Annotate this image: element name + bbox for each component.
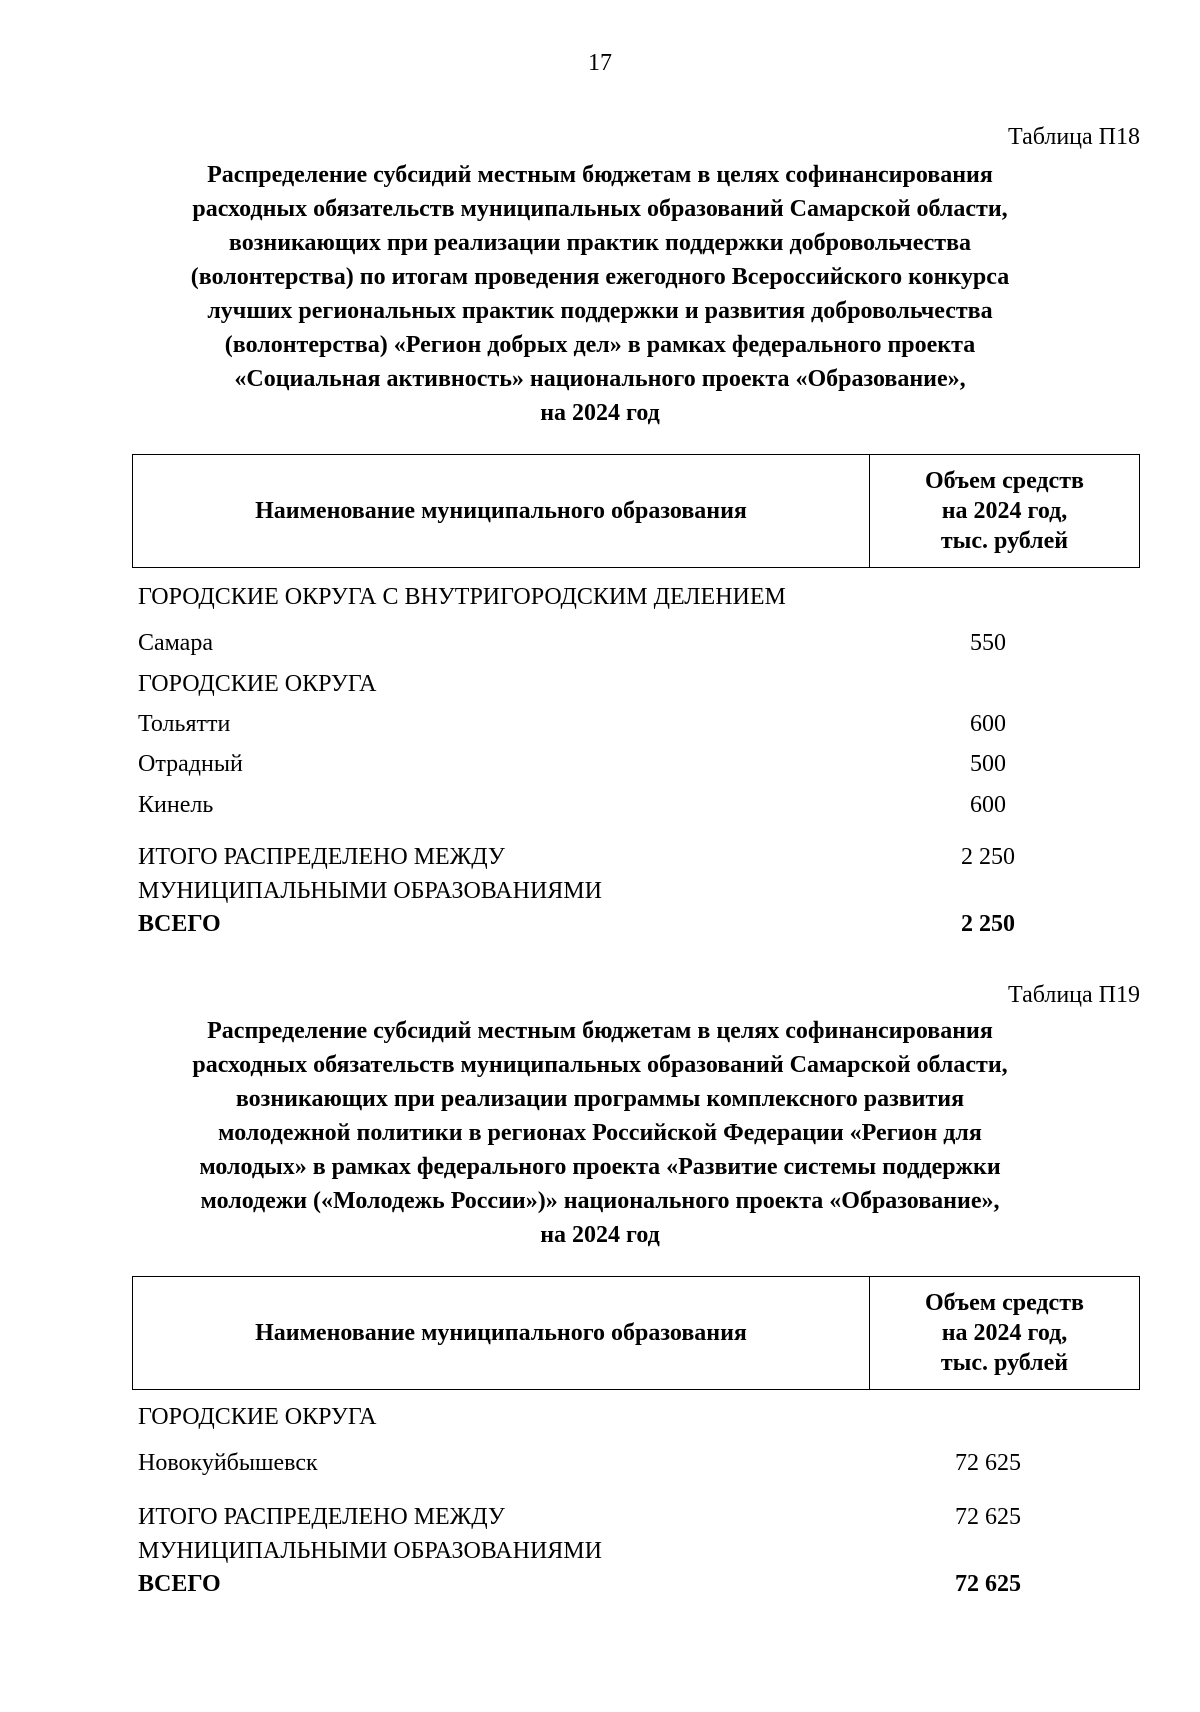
row-value: 600	[970, 792, 1006, 818]
header-municipality: Наименование муниципального образования	[133, 1277, 870, 1389]
header-amount-line: Объем средств	[925, 468, 1084, 494]
header-amount-line: на 2024 год,	[941, 498, 1068, 524]
table-title-p18	[100, 158, 1100, 430]
row-name: Самара	[138, 630, 213, 656]
header-amount-line: тыс. рублей	[940, 528, 1069, 554]
title-line: возникающих при реализации практик поддержки добровольчества	[228, 230, 972, 256]
title-line: (волонтерства) «Регион добрых дел» в рамках федерального проекта	[224, 332, 976, 358]
row-value: 550	[970, 630, 1006, 656]
header-amount-line: тыс. рублей	[940, 1350, 1069, 1376]
table-header-p18	[132, 454, 1140, 568]
row-value: 2 250	[961, 844, 1015, 870]
title-line: молодежи («Молодежь России»)» национального проекта «Образование»,	[200, 1188, 1000, 1214]
row-name: ИТОГО РАСПРЕДЕЛЕНО МЕЖДУ	[138, 1504, 505, 1530]
row-name: Новокуйбышевск	[138, 1450, 318, 1476]
title-line: на 2024 год	[540, 1222, 660, 1248]
row-value: 2 250	[961, 911, 1015, 937]
header-amount	[870, 455, 1139, 567]
table-label-p18: Таблица П18	[1008, 124, 1140, 150]
title-line: Распределение субсидий местным бюджетам в целях софинансирования	[207, 1018, 993, 1044]
row-name: МУНИЦИПАЛЬНЫМИ ОБРАЗОВАНИЯМИ	[138, 878, 602, 904]
header-municipality: Наименование муниципального образования	[133, 455, 870, 567]
title-line: молодых» в рамках федерального проекта «Развитие системы поддержки	[199, 1154, 1001, 1180]
title-line: молодежной политики в регионах Российской Федерации «Регион для	[218, 1120, 982, 1146]
page-number: 17	[588, 50, 612, 76]
row-name: ГОРОДСКИЕ ОКРУГА	[138, 1404, 377, 1430]
row-name: ИТОГО РАСПРЕДЕЛЕНО МЕЖДУ	[138, 844, 505, 870]
title-line: расходных обязательств муниципальных образований Самарской области,	[192, 196, 1008, 222]
row-name: Кинель	[138, 792, 214, 818]
table-label-p19: Таблица П19	[1008, 982, 1140, 1008]
row-name: ВСЕГО	[138, 1571, 221, 1597]
row-value: 72 625	[955, 1571, 1021, 1597]
row-name: ВСЕГО	[138, 911, 221, 937]
row-value: 500	[970, 751, 1006, 777]
title-line: на 2024 год	[540, 400, 660, 426]
title-line: Распределение субсидий местным бюджетам в целях софинансирования	[207, 162, 993, 188]
table-header-p19	[132, 1276, 1140, 1390]
row-name: МУНИЦИПАЛЬНЫМИ ОБРАЗОВАНИЯМИ	[138, 1538, 602, 1564]
header-amount	[870, 1277, 1139, 1389]
row-value: 72 625	[955, 1504, 1021, 1530]
title-line: расходных обязательств муниципальных образований Самарской области,	[192, 1052, 1008, 1078]
row-name: ГОРОДСКИЕ ОКРУГА С ВНУТРИГОРОДСКИМ ДЕЛЕНИЕМ	[138, 584, 786, 610]
row-name: Отрадный	[138, 751, 243, 777]
title-line: (волонтерства) по итогам проведения ежегодного Всероссийского конкурса	[190, 264, 1010, 290]
title-line: возникающих при реализации программы комплексного развития	[235, 1086, 965, 1112]
row-value: 72 625	[955, 1450, 1021, 1476]
header-amount-line: на 2024 год,	[941, 1320, 1068, 1346]
row-name: ГОРОДСКИЕ ОКРУГА	[138, 671, 377, 697]
title-line: «Социальная активность» национального проекта «Образование»,	[234, 366, 966, 392]
header-amount-line: Объем средств	[925, 1290, 1084, 1316]
title-line: лучших региональных практик поддержки и развития добровольчества	[207, 298, 993, 324]
row-value: 600	[970, 711, 1006, 737]
table-title-p19	[100, 1014, 1100, 1252]
row-name: Тольятти	[138, 711, 231, 737]
